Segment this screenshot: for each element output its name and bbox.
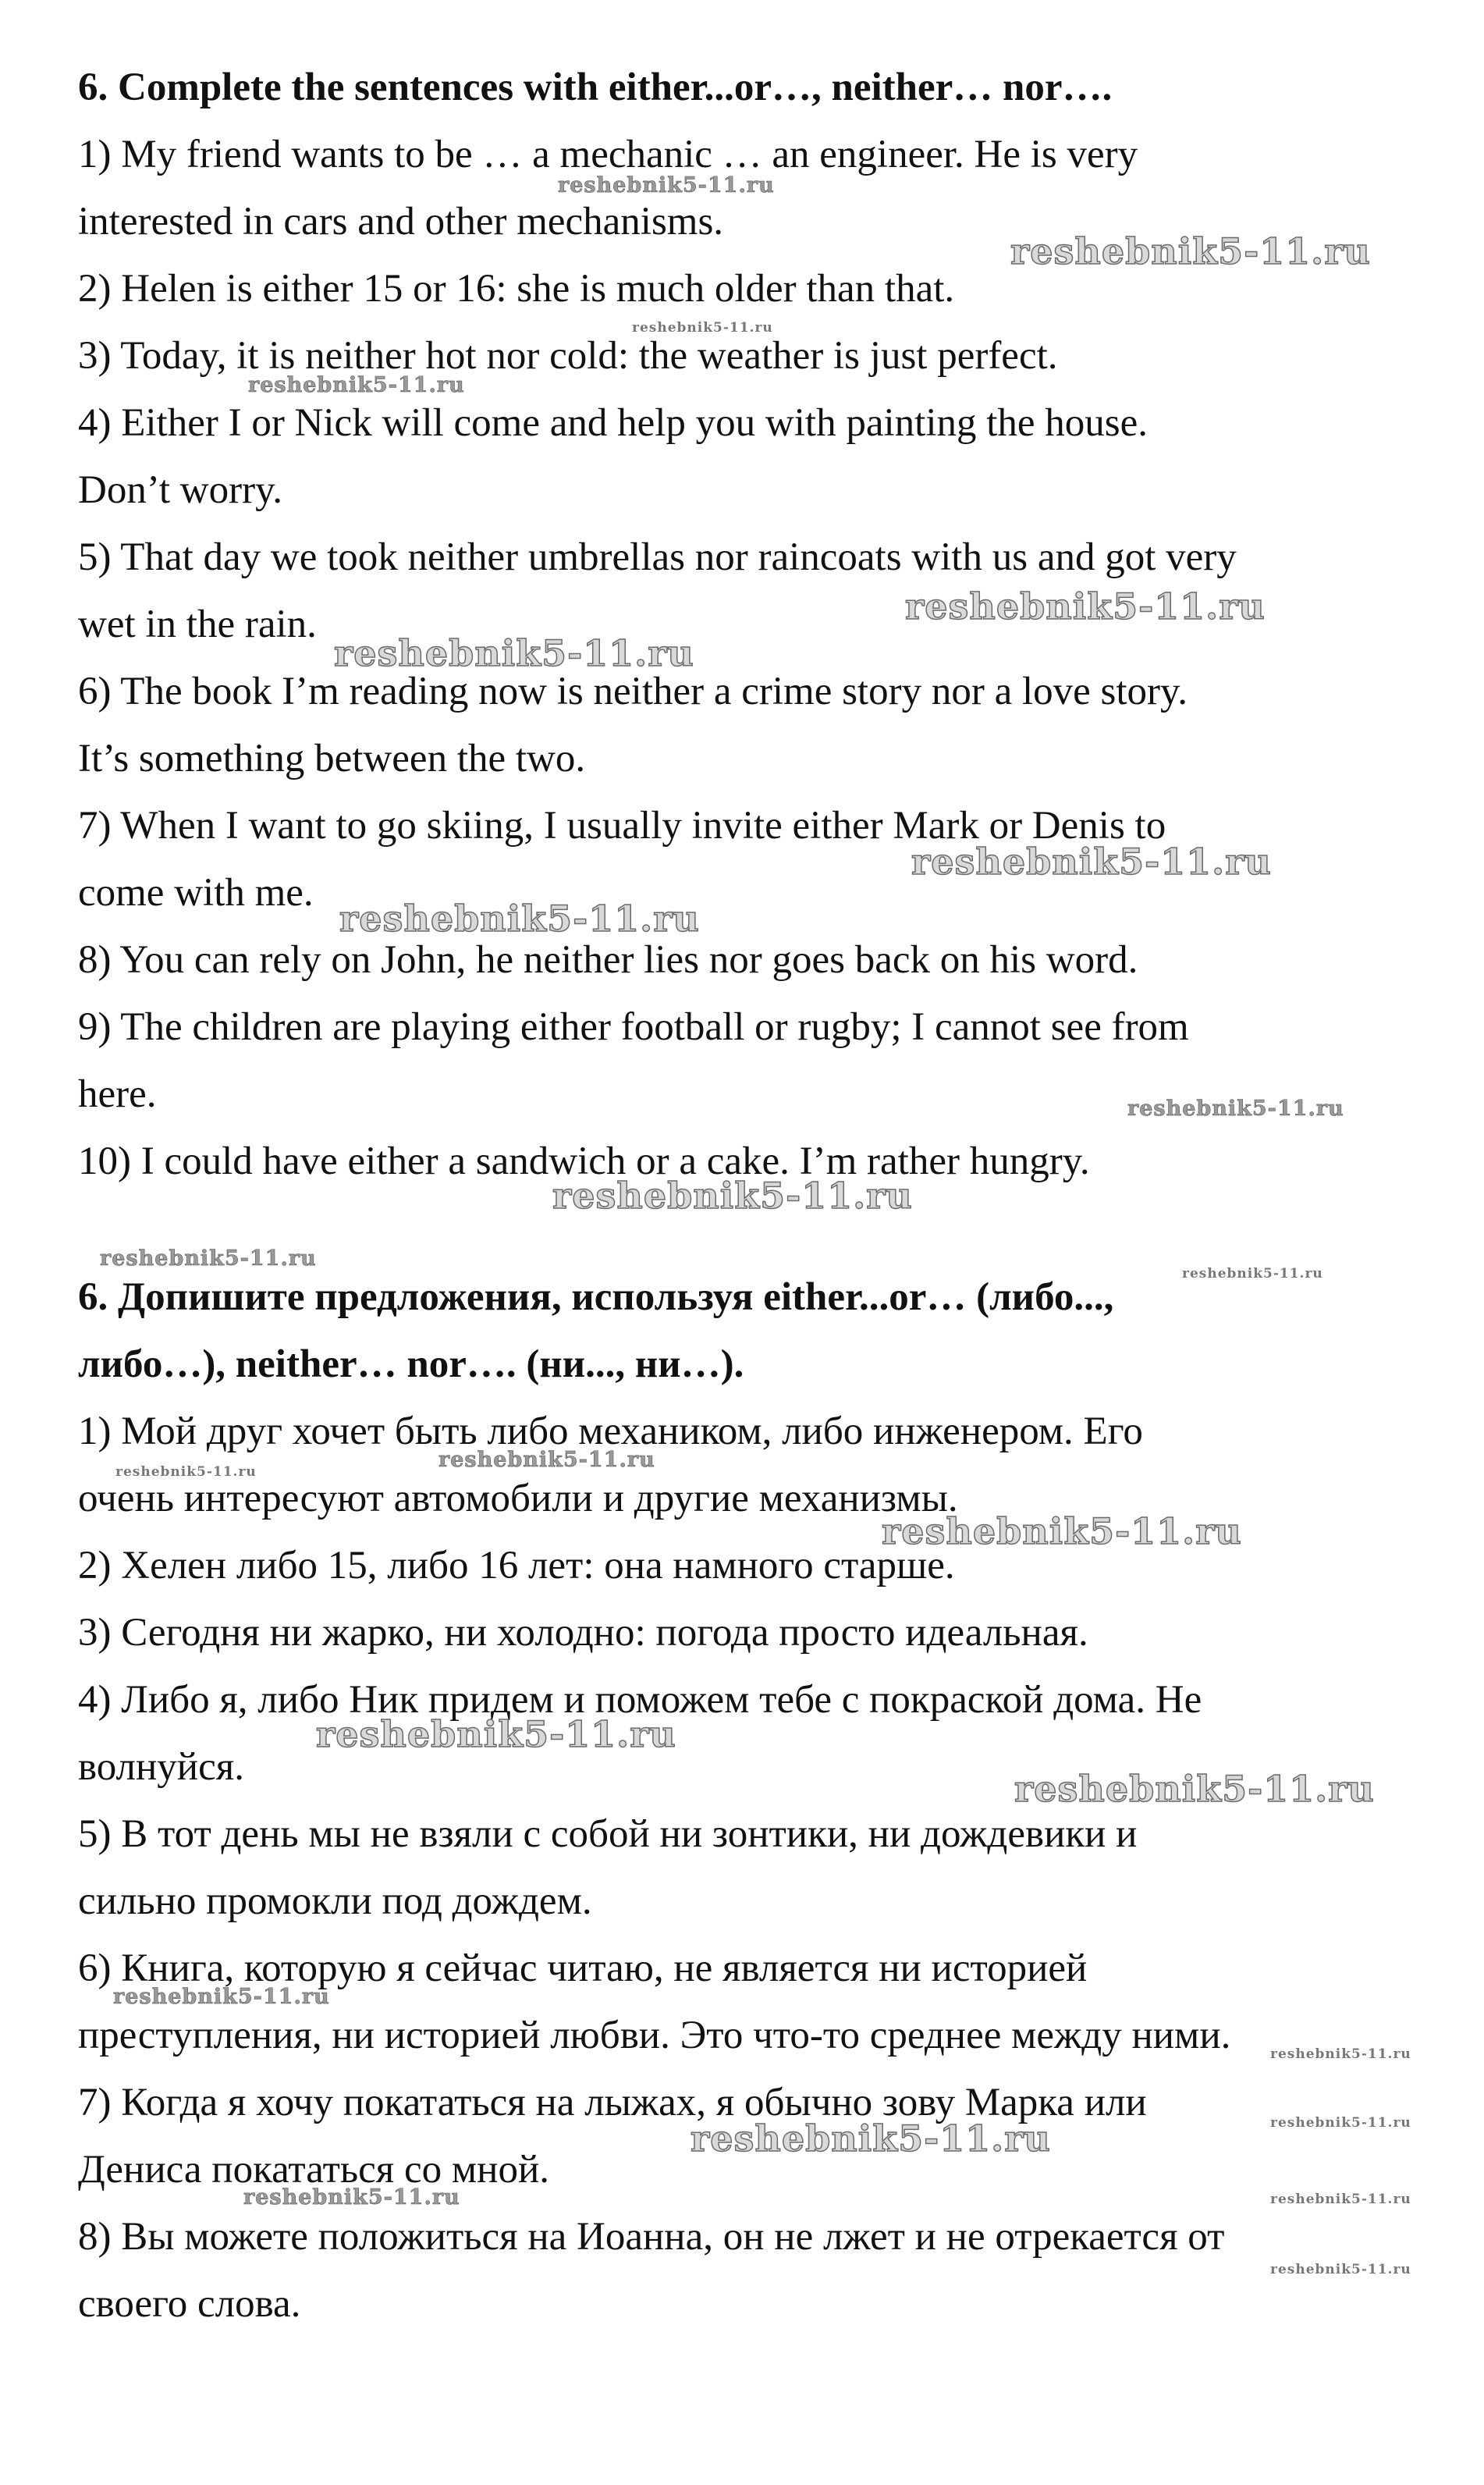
watermark: reshebnik5-11.ru [882, 1510, 1242, 1552]
english-line: Don’t worry. [78, 468, 283, 512]
russian-line: 7) Когда я хочу покататься на лыжах, я обычно зову Марка или [78, 2081, 1147, 2124]
english-line: It’s something between the two. [78, 737, 586, 780]
english-line: 8) You can rely on John, he neither lies nor goes back on his word. [78, 938, 1138, 982]
russian-line: 4) Либо я, либо Ник придем и поможем тебе с покраской дома. Не [78, 1678, 1202, 1722]
english-line: 5) That day we took neither umbrellas nor raincoats with us and got very [78, 535, 1237, 579]
watermark: reshebnik5-11.ru [1270, 2115, 1411, 2131]
russian-line: очень интересуют автомобили и другие механизмы. [78, 1477, 958, 1520]
watermark: reshebnik5-11.ru [1010, 230, 1371, 272]
watermark: reshebnik5-11.ru [558, 173, 775, 197]
english-line: 6) The book I’m reading now is neither a crime story nor a love story. [78, 670, 1188, 713]
watermark: reshebnik5-11.ru [1270, 2046, 1411, 2062]
watermark: reshebnik5-11.ru [316, 1713, 676, 1755]
watermark: reshebnik5-11.ru [100, 1246, 317, 1271]
english-heading: 6. Complete the sentences with either...or…, neither… nor…. [78, 66, 1113, 109]
watermark: reshebnik5-11.ru [334, 632, 694, 674]
russian-line: 8) Вы можете положиться на Иоанна, он не лжет и не отрекается от [78, 2215, 1225, 2259]
watermark: reshebnik5-11.ru [1014, 1768, 1375, 1810]
english-line: 9) The children are playing either football or rugby; I cannot see from [78, 1005, 1189, 1049]
english-line: 1) My friend wants to be … a mechanic … an engineer. He is very [78, 133, 1138, 176]
watermark: reshebnik5-11.ru [552, 1175, 913, 1217]
english-line: 10) I could have either a sandwich or a cake. I’m rather hungry. [78, 1139, 1090, 1183]
english-line: come with me. [78, 871, 314, 915]
english-line: here. [78, 1072, 157, 1116]
watermark: reshebnik5-11.ru [1270, 2192, 1411, 2207]
watermark: reshebnik5-11.ru [632, 320, 773, 336]
watermark: reshebnik5-11.ru [1127, 1097, 1344, 1121]
watermark: reshebnik5-11.ru [115, 1464, 257, 1480]
watermark: reshebnik5-11.ru [339, 898, 700, 940]
english-line: 4) Either I or Nick will come and help you with painting the house. [78, 401, 1149, 445]
russian-line: своего слова. [78, 2282, 301, 2326]
watermark: reshebnik5-11.ru [905, 585, 1266, 627]
russian-line: преступления, ни историей любви. Это что-то среднее между ними. [78, 2014, 1231, 2057]
watermark: reshebnik5-11.ru [248, 373, 465, 397]
english-line: 3) Today, it is neither hot nor cold: the weather is just perfect. [78, 334, 1058, 378]
english-line: 7) When I want to go skiing, I usually invite either Mark or Denis to [78, 804, 1166, 848]
watermark: reshebnik5-11.ru [1182, 1266, 1323, 1282]
russian-line: Дениса покататься со мной. [78, 2148, 550, 2192]
watermark: reshebnik5-11.ru [438, 1448, 655, 1472]
russian-line: 5) В тот день мы не взяли с собой ни зонтики, ни дождевики и [78, 1812, 1138, 1856]
english-line: wet in the rain. [78, 603, 317, 646]
watermark: reshebnik5-11.ru [243, 2185, 460, 2209]
english-line: 2) Helen is either 15 or 16: she is much older than that. [78, 267, 955, 311]
russian-heading-line2: либо…), neither… nor…. (ни..., ни…). [78, 1342, 744, 1386]
watermark: reshebnik5-11.ru [691, 2117, 1051, 2160]
russian-line: 2) Хелен либо 15, либо 16 лет: она намного старше. [78, 1544, 955, 1587]
russian-line: 3) Сегодня ни жарко, ни холодно: погода просто идеальная. [78, 1611, 1088, 1655]
watermark: reshebnik5-11.ru [113, 1985, 330, 2009]
russian-line: 1) Мой друг хочет быть либо механиком, либо инженером. Его [78, 1410, 1143, 1453]
russian-line: волнуйся. [78, 1745, 244, 1789]
russian-heading-line1: 6. Допишите предложения, используя either...or… (либо..., [78, 1275, 1114, 1319]
watermark: reshebnik5-11.ru [911, 841, 1272, 883]
english-line: interested in cars and other mechanisms. [78, 200, 724, 244]
russian-line: 6) Книга, которую я сейчас читаю, не является ни историей [78, 1946, 1088, 1990]
russian-line: сильно промокли под дождем. [78, 1879, 592, 1923]
watermark: reshebnik5-11.ru [1270, 2262, 1411, 2277]
